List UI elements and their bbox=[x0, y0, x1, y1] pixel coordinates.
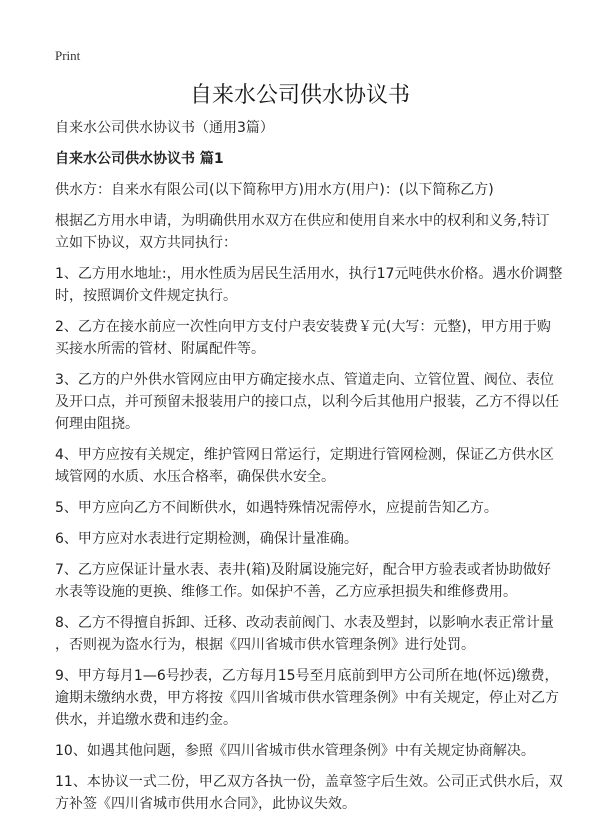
paragraph-line: 供水方：自来水有限公司(以下简称甲方)用水方(用户)：(以下简称乙方) bbox=[55, 182, 494, 198]
paragraph bbox=[55, 528, 575, 550]
paragraph bbox=[55, 210, 575, 254]
paragraph-line: 1、乙方用水地址:，用水性质为居民生活用水，执行17元吨供水价格。遇水价调整 bbox=[55, 266, 563, 282]
paragraph-line: 9、甲方每月1—6号抄表，乙方每月15号至月底前到甲方公司所在地(怀远)缴费， bbox=[55, 668, 559, 684]
paragraph-line: 水表等设施的更换、维修工作。如保护不善，乙方应承担损失和维修费用。 bbox=[55, 584, 517, 600]
paragraph bbox=[55, 740, 575, 762]
paragraph-line: 立如下协议，双方共同执行： bbox=[55, 235, 237, 251]
paragraph bbox=[55, 263, 575, 307]
paragraph bbox=[55, 771, 575, 815]
document-body bbox=[55, 117, 575, 824]
paragraph bbox=[55, 369, 575, 435]
paragraph bbox=[55, 316, 575, 360]
paragraph bbox=[55, 444, 575, 488]
paragraph-line: 7、乙方应保证计量水表、表井(箱)及附属设施完好，配合甲方验表或者协助做好 bbox=[55, 562, 551, 578]
paragraph-line: 域管网的水质、水压合格率，确保供水安全。 bbox=[55, 469, 335, 485]
paragraph-line: 及开口点，并可预留未报装用户的接口点，以利今后其他用户报装，乙方不得以任 bbox=[55, 394, 559, 410]
paragraph-line: 逾期未缴纳水费，甲方将按《四川省城市供水管理条例》中有关规定，停止对乙方 bbox=[55, 690, 559, 706]
paragraph-line: ，否则视为盗水行为，根据《四川省城市供水管理条例》进行处罚。 bbox=[55, 637, 475, 653]
paragraph bbox=[55, 179, 575, 201]
paragraph-line: 3、乙方的户外供水管网应由甲方确定接水点、管道走向、立管位置、阀位、表位 bbox=[55, 372, 554, 388]
paragraph bbox=[55, 612, 575, 656]
section-heading: 自来水公司供水协议书 篇1 bbox=[55, 151, 224, 167]
paragraph-line: 4、甲方应按有关规定，维护管网日常运行，定期进行管网检测，保证乙方供水区 bbox=[55, 447, 554, 463]
paragraph-line: 何理由阻挠。 bbox=[55, 416, 139, 432]
paragraph-line: 买接水所需的管材、附属配件等。 bbox=[55, 341, 265, 357]
paragraph-line: 时，按照调价文件规定执行。 bbox=[55, 288, 237, 304]
document-subtitle: 自来水公司供水协议书（通用3篇） bbox=[55, 120, 274, 136]
document-title: 自来水公司供水协议书 bbox=[189, 83, 410, 108]
paragraph-line: 2、乙方在接水前应一次性向甲方支付户表安装费￥元(大写：元整)，甲方用于购 bbox=[55, 319, 551, 335]
paragraph bbox=[55, 665, 575, 731]
paragraph-line: 10、如遇其他问题，参照《四川省城市供水管理条例》中有关规定协商解决。 bbox=[55, 743, 535, 759]
paragraph-line: 8、乙方不得擅自拆卸、迁移、改动表前阀门、水表及塑封，以影响水表正常计量 bbox=[55, 615, 554, 631]
paragraph-list bbox=[55, 179, 575, 815]
paragraph-line: 供水，并追缴水费和违约金。 bbox=[55, 712, 237, 728]
print-link[interactable]: Print bbox=[55, 48, 81, 63]
paragraph-line: 6、甲方应对水表进行定期检测，确保计量准确。 bbox=[55, 531, 358, 547]
paragraph-line: 方补签《四川省城市供用水合同》，此协议失效。 bbox=[55, 796, 356, 812]
paragraph-line: 5、甲方应向乙方不间断供水，如遇特殊情况需停水，应提前告知乙方。 bbox=[55, 500, 498, 516]
paragraph-line: 根据乙方用水申请，为明确供用水双方在供应和使用自来水中的权利和义务,特订 bbox=[55, 213, 550, 229]
paragraph-line: 11、本协议一式二份，甲乙双方各执一份，盖章签字后生效。公司正式供水后，双 bbox=[55, 774, 563, 790]
paragraph bbox=[55, 559, 575, 603]
paragraph bbox=[55, 497, 575, 519]
